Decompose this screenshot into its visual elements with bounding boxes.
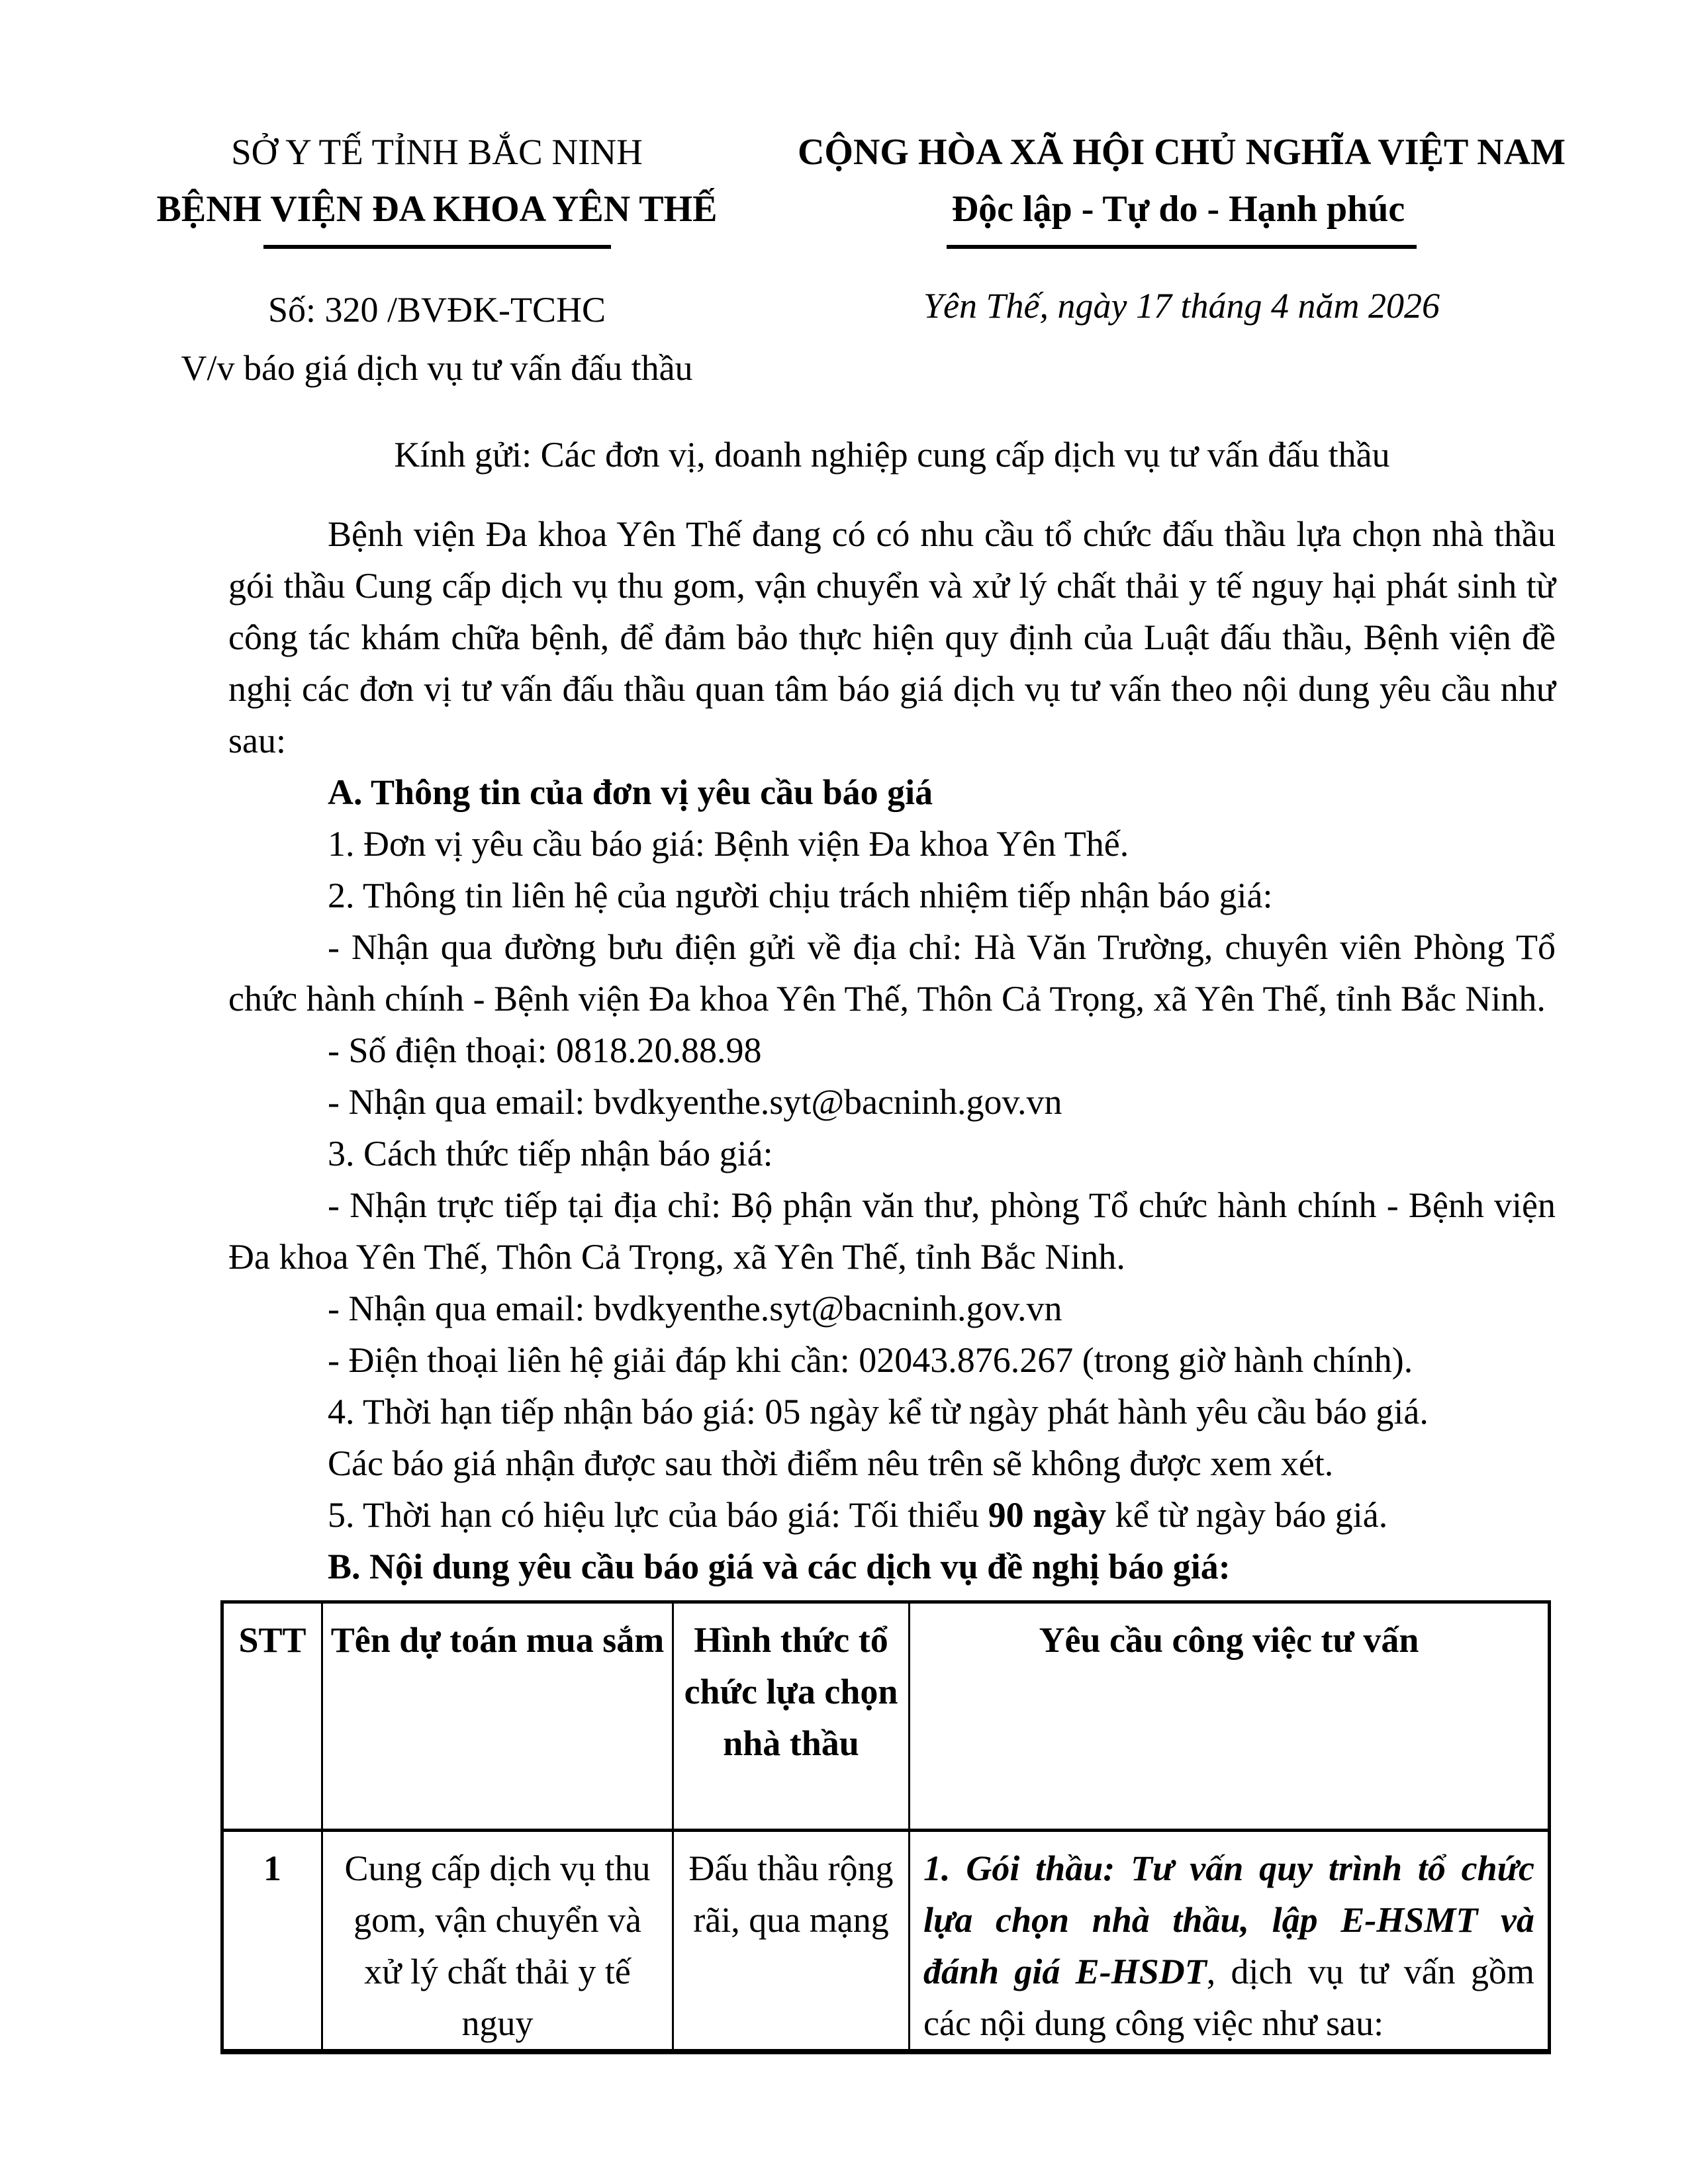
item-support-phone: - Điện thoại liên hệ giải đáp khi cần: 02043.876.267 (trong giờ hành chính). xyxy=(328,1340,1413,1380)
row-procurement-name xyxy=(322,1831,673,2052)
org-name: BỆNH VIỆN ĐA KHOA YÊN THẾ xyxy=(156,189,718,230)
item-email: - Nhận qua email: bvdkyenthe.syt@bacninh.gov.vn xyxy=(328,1082,1062,1122)
row-procurement-name-value: Cung cấp dịch vụ thu gom, vận chuyển và xử lý chất thải y tế nguy xyxy=(344,1848,651,2043)
consulting-scope-package-title: 1. Gói thầu: Tư vấn quy trình tổ chức lựa chọn nhà thầu, lập E-HSMT và đánh giá E-HSDT xyxy=(923,1848,1534,1991)
row-selection-method-value: Đấu thầu rộng rãi, qua mạng xyxy=(688,1848,894,1940)
table-header-procurement-name: Tên dự toán mua sắm xyxy=(322,1602,673,1831)
consulting-scope-description: , dịch vụ tư vấn gồm các nội dung công việc như sau: xyxy=(923,1952,1534,2043)
row-selection-method xyxy=(673,1831,910,2052)
validity-duration: 90 ngày xyxy=(988,1495,1107,1535)
national-motto-line1: CỘNG HÒA XÃ HỘI CHỦ NGHĨA VIỆT NAM xyxy=(797,132,1566,173)
item-direct-address: - Nhận trực tiếp tại địa chỉ: Bộ phận văn thư, phòng Tổ chức hành chính - Bệnh viện Đa khoa Yên Thế, Thôn Cả Trọng, xã Yên Thế, tỉnh Bắc Ninh. xyxy=(228,1185,1556,1277)
parent-org-name: SỞ Y TẾ TỈNH BẮC NINH xyxy=(231,132,643,172)
place-date-line: Yên Thế, ngày 17 tháng 4 năm 2026 xyxy=(923,286,1440,326)
item-deadline: 4. Thời hạn tiếp nhận báo giá: 05 ngày kể từ ngày phát hành yêu cầu báo giá. xyxy=(328,1392,1429,1432)
validity-text-pre: 5. Thời hạn có hiệu lực của báo giá: Tối thiểu xyxy=(328,1495,988,1535)
issuing-org-block xyxy=(152,126,722,394)
item-receiving-method: 3. Cách thức tiếp nhận báo giá: xyxy=(328,1134,773,1173)
row-consulting-scope-value xyxy=(923,1843,1534,2049)
intro-paragraph: Bệnh viện Đa khoa Yên Thế đang có có nhu cầu tổ chức đấu thầu lựa chọn nhà thầu gói thầu Cung cấp dịch vụ thu gom, vận chuyển và xử lý chất thải y tế nguy hại phát sinh từ công tác khám chữa bệnh, để đảm bảo thực hiện quy định của Luật đấu thầu, Bệnh viện đề nghị các đơn vị tư vấn đấu thầu quan tâm báo giá dịch vụ tư vấn theo nội dung yêu cầu như sau: xyxy=(228,514,1556,760)
row-stt xyxy=(222,1831,322,2052)
org-underline-rule xyxy=(263,245,611,249)
quotation-request-table xyxy=(220,1600,1551,2054)
table-header-selection-method: Hình thức tổ chức lựa chọn nhà thầu xyxy=(673,1602,910,1831)
section-a-heading: A. Thông tin của đơn vị yêu cầu báo giá xyxy=(328,772,933,812)
item-postal-address: - Nhận qua đường bưu điện gửi về địa chỉ: Hà Văn Trường, chuyên viên Phòng Tổ chức hành chính - Bệnh viện Đa khoa Yên Thế, Thôn Cả Trọng, xã Yên Thế, tỉnh Bắc Ninh. xyxy=(228,927,1556,1019)
national-motto-block xyxy=(788,126,1575,394)
salutation-line: Kính gửi: Các đơn vị, doanh nghiệp cung cấp dịch vụ tư vấn đấu thầu xyxy=(394,435,1390,475)
table-header-row xyxy=(222,1602,1550,1831)
item-requesting-unit: 1. Đơn vị yêu cầu báo giá: Bệnh viện Đa khoa Yên Thế. xyxy=(328,824,1129,864)
table-header-consulting-scope: Yêu cầu công việc tư vấn xyxy=(910,1602,1550,1831)
document-header xyxy=(152,126,1575,394)
doc-number: Số: 320 /BVĐK-TCHC xyxy=(267,290,606,330)
item-phone-number: - Số điện thoại: 0818.20.88.98 xyxy=(328,1030,762,1070)
national-motto-line2 xyxy=(788,183,1575,249)
row-consulting-scope xyxy=(910,1831,1550,2052)
validity-text-post: kể từ ngày báo giá. xyxy=(1106,1495,1388,1535)
item-email-2: - Nhận qua email: bvdkyenthe.syt@bacninh.gov.vn xyxy=(328,1289,1062,1328)
table-header-stt: STT xyxy=(222,1602,322,1831)
section-b-heading: B. Nội dung yêu cầu báo giá và các dịch vụ đề nghị báo giá: xyxy=(328,1547,1231,1586)
item-late-quotes-note: Các báo giá nhận được sau thời điểm nêu trên sẽ không được xem xét. xyxy=(328,1443,1334,1483)
row-stt-value: 1 xyxy=(263,1848,281,1888)
doc-subject: V/v báo giá dịch vụ tư vấn đấu thầu xyxy=(181,348,693,388)
table-row xyxy=(222,1831,1550,2052)
item-contact-info: 2. Thông tin liên hệ của người chịu trách nhiệm tiếp nhận báo giá: xyxy=(328,876,1273,915)
motto-underline: Độc lập - Tự do - Hạnh phúc xyxy=(947,183,1417,249)
item-validity xyxy=(228,1489,1556,1541)
